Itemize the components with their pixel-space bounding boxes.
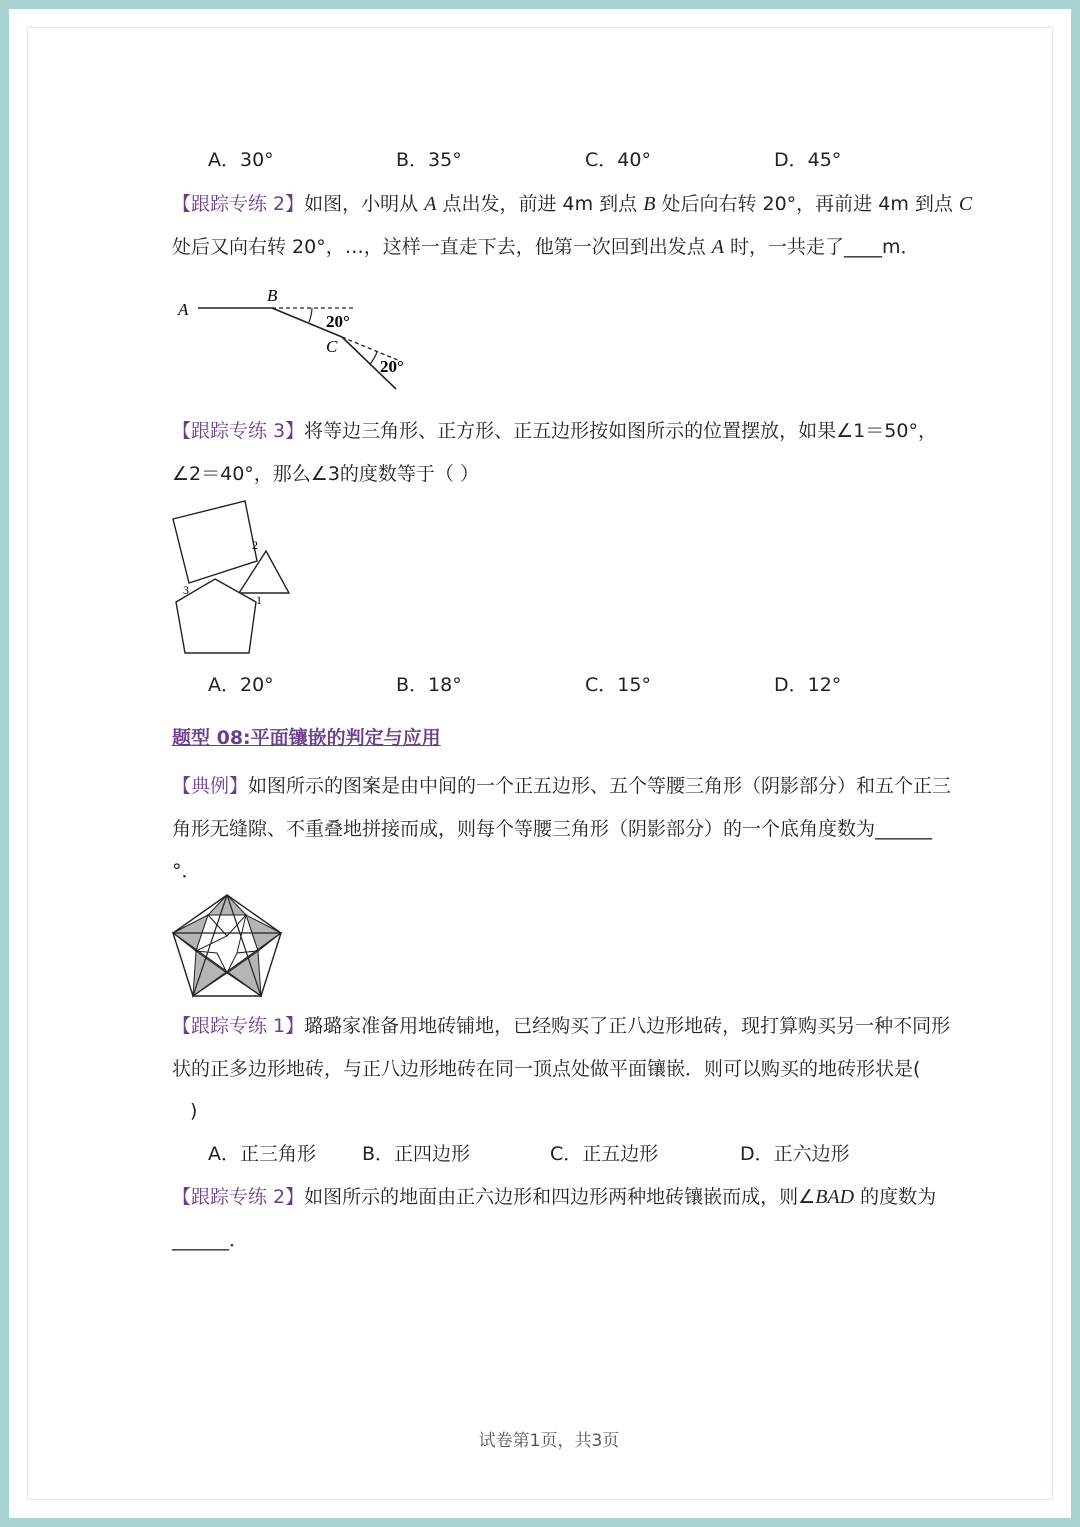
track2-line1: 【跟踪专练 2】如图，小明从 A 点出发，前进 4m 到点 B 处后向右转 20°，再前进 4m 到点 C	[172, 193, 973, 215]
track3-option-b: B．18°	[396, 674, 462, 696]
page-footer: 试卷第1页，共3页	[478, 1431, 620, 1451]
track1b-line1: 【跟踪专练 1】璐璐家准备用地砖铺地，已经购买了正八边形地砖，现打算购买另一种不同形	[172, 1015, 951, 1037]
fig1-label-b: B	[267, 286, 278, 305]
track3-option-d: D．12°	[774, 674, 842, 696]
prev-option-b: B．35°	[396, 149, 462, 171]
track1b-tag: 【跟踪专练 1】	[172, 1015, 305, 1037]
track1b-line3: )	[190, 1100, 198, 1122]
track1b-option-a: A．正三角形	[208, 1143, 316, 1165]
track1b-option-c: C．正五边形	[550, 1143, 659, 1165]
track3-option-a: A．20°	[208, 674, 274, 696]
track2b-tag: 【跟踪专练 2】	[172, 1186, 305, 1208]
prev-option-a: A．30°	[208, 149, 274, 171]
track1b-option-d: D．正六边形	[740, 1143, 850, 1165]
track3-option-c: C．15°	[585, 674, 651, 696]
section-title: 题型 08:平面镶嵌的判定与应用	[172, 727, 441, 749]
fig1-label-c: C	[326, 337, 338, 356]
fig1-angle-2: 20°	[380, 357, 404, 376]
prev-option-d: D．45°	[774, 149, 842, 171]
track1b-line2: 状的正多边形地砖，与正八边形地砖在同一顶点处做平面镶嵌．则可以购买的地砖形状是(	[172, 1058, 921, 1080]
example-line3: °．	[172, 860, 201, 882]
example-tag: 【典例】	[172, 775, 249, 797]
walking-path-figure	[172, 281, 422, 396]
track2-tag: 【跟踪专练 2】	[172, 193, 305, 215]
track3-tag: 【跟踪专练 3】	[172, 420, 305, 442]
example-line1: 【典例】如图所示的图案是由中间的一个正五边形、五个等腰三角形（阴影部分）和五个正三	[172, 775, 952, 797]
track2b-line1: 【跟踪专练 2】如图所示的地面由正六边形和四边形两种地砖镶嵌而成，则∠BAD 的度数为	[172, 1186, 937, 1208]
example-line2: 角形无缝隙、不重叠地拼接而成，则每个等腰三角形（阴影部分）的一个底角度数为______	[172, 818, 933, 840]
fig2-label-1: 1	[256, 593, 262, 607]
fig2-label-2: 2	[252, 538, 258, 552]
shapes-figure	[169, 497, 294, 659]
track1b-option-b: B．正四边形	[362, 1143, 471, 1165]
track3-line2: ∠2＝40°，那么∠3的度数等于（ ）	[172, 463, 479, 485]
pentagon-pattern-figure	[169, 891, 285, 1001]
fig1-angle-1: 20°	[326, 312, 350, 331]
fig2-label-3: 3	[183, 583, 189, 597]
track2b-line2: ______．	[172, 1229, 249, 1251]
fig1-label-a: A	[178, 300, 189, 319]
track2-line2: 处后又向右转 20°，…，这样一直走下去，他第一次回到出发点 A 时，一共走了____m．	[172, 236, 920, 258]
track3-line1: 【跟踪专练 3】将等边三角形、正方形、正五边形按如图所示的位置摆放，如果∠1＝50°，	[172, 420, 937, 442]
prev-option-c: C．40°	[585, 149, 651, 171]
